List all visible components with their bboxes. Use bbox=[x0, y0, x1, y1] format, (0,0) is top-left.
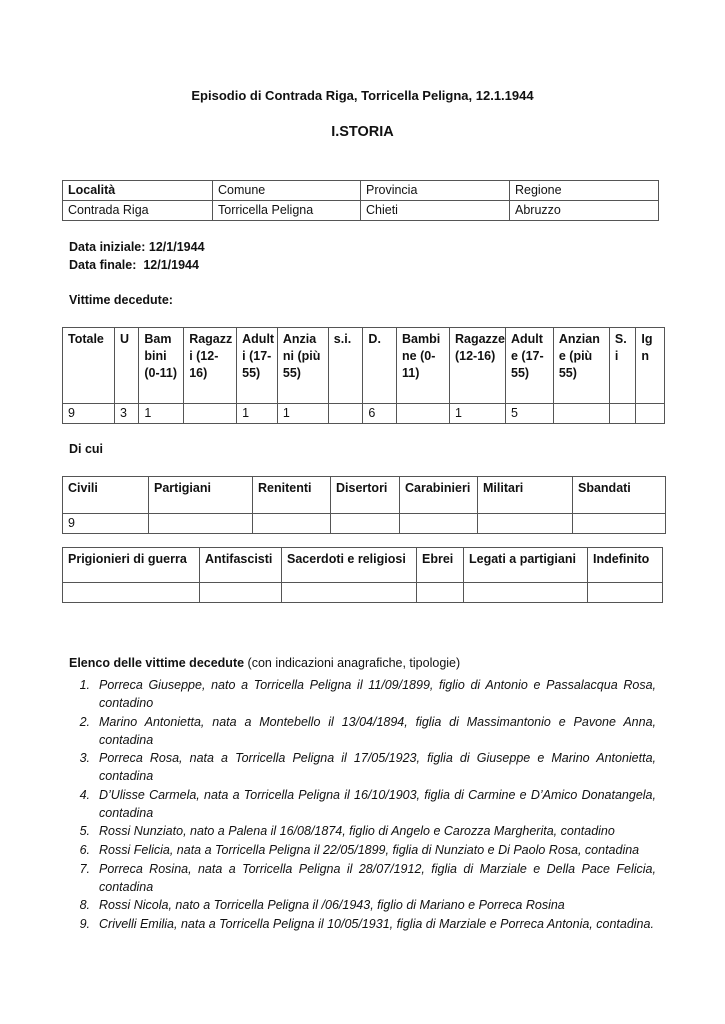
victims-value-cell bbox=[609, 404, 635, 424]
location-table bbox=[62, 180, 659, 221]
document-title: Episodio di Contrada Riga, Torricella Peligna, 12.1.1944 bbox=[191, 88, 534, 103]
list-item-text: Porreca Rosina, nata a Torricella Peligna il 28/07/1912, figlia di Marziale e Della Pace Felicia, contadina bbox=[99, 861, 656, 894]
category-header-row bbox=[63, 548, 663, 583]
category-header-cell: Militari bbox=[478, 477, 573, 514]
list-item bbox=[64, 860, 656, 896]
location-value-cell: Contrada Riga bbox=[63, 201, 213, 221]
location-value-cell: Abruzzo bbox=[510, 201, 659, 221]
list-item-text: Crivelli Emilia, nata a Torricella Peligna il 10/05/1931, figlia di Marziale e Porreca Antonia, contadina. bbox=[99, 916, 654, 931]
victims-value-cell bbox=[553, 404, 609, 424]
list-item-text: Porreca Giuseppe, nato a Torricella Peligna il 11/09/1899, figlio di Antonio e Passalacqua Rosa, contadino bbox=[99, 678, 656, 710]
start-date bbox=[69, 238, 205, 256]
list-item-number: 2. bbox=[79, 714, 90, 729]
victims-value-cell bbox=[184, 404, 237, 424]
victims-value-cell bbox=[636, 404, 665, 424]
list-item bbox=[64, 676, 656, 712]
victims-list bbox=[64, 676, 656, 933]
category-value-cell: 9 bbox=[63, 514, 149, 534]
list-item bbox=[64, 896, 656, 914]
end-date-label: Data finale: bbox=[69, 258, 137, 272]
category-header-cell: Renitenti bbox=[253, 477, 331, 514]
victims-value-cell: 3 bbox=[114, 404, 138, 424]
category-header-cell: Civili bbox=[63, 477, 149, 514]
list-item-number: 9. bbox=[79, 916, 90, 931]
victims-list-heading bbox=[69, 656, 460, 670]
location-value-cell: Chieti bbox=[361, 201, 510, 221]
category-header-cell: Partigiani bbox=[149, 477, 253, 514]
location-header-cell: Comune bbox=[213, 181, 361, 201]
end-date bbox=[69, 256, 205, 274]
victims-header-cell: Anzia ni (più 55) bbox=[277, 328, 328, 404]
end-date-value: 12/1/1944 bbox=[143, 258, 199, 272]
victims-header-cell: Bambi ne (0-11) bbox=[397, 328, 450, 404]
victims-list-heading-rest: (con indicazioni anagrafiche, tipologie) bbox=[244, 656, 461, 670]
victims-header-cell: Ig n bbox=[636, 328, 665, 404]
victims-value-cell bbox=[328, 404, 363, 424]
category-value-cell bbox=[417, 583, 464, 603]
victims-value-cell: 5 bbox=[506, 404, 554, 424]
victims-header-cell: Ragazz i (12-16) bbox=[184, 328, 237, 404]
victims-value-row bbox=[63, 404, 665, 424]
location-header-row bbox=[63, 181, 659, 201]
category-header-cell: Sacerdoti e religiosi bbox=[282, 548, 417, 583]
victims-header-cell: Totale bbox=[63, 328, 115, 404]
location-header-cell: Località bbox=[63, 181, 213, 201]
list-item bbox=[64, 915, 656, 933]
victims-header-row bbox=[63, 328, 665, 404]
list-item-number: 5. bbox=[79, 824, 90, 839]
victims-value-cell: 1 bbox=[237, 404, 278, 424]
location-header-cell: Regione bbox=[510, 181, 659, 201]
category-value-cell bbox=[588, 583, 663, 603]
category-value-cell bbox=[400, 514, 478, 534]
section-title: I.STORIA bbox=[331, 124, 394, 140]
category-value-cell bbox=[464, 583, 588, 603]
category-header-cell: Ebrei bbox=[417, 548, 464, 583]
category-value-cell bbox=[253, 514, 331, 534]
location-value-row bbox=[63, 201, 659, 221]
list-item-number: 4. bbox=[79, 787, 90, 802]
list-item bbox=[64, 841, 656, 859]
category-table-1 bbox=[62, 476, 666, 534]
start-date-value: 12/1/1944 bbox=[148, 240, 205, 254]
list-item-text: Rossi Felicia, nata a Torricella Peligna il 22/05/1899, figlia di Nunziato e Di Paolo Rosa, contadina bbox=[99, 842, 640, 857]
victims-header-cell: D. bbox=[363, 328, 397, 404]
victims-header-cell: U bbox=[114, 328, 138, 404]
category-value-row bbox=[63, 514, 666, 534]
category-header-cell: Indefinito bbox=[588, 548, 663, 583]
category-value-cell bbox=[200, 583, 282, 603]
list-item-number: 7. bbox=[79, 861, 90, 876]
victims-header-cell: S. i bbox=[609, 328, 635, 404]
victims-value-cell: 6 bbox=[363, 404, 397, 424]
victims-value-cell: 1 bbox=[277, 404, 328, 424]
di-cui-label: Di cui bbox=[69, 442, 104, 456]
victims-header-cell: s.i. bbox=[328, 328, 363, 404]
list-item-text: Marino Antonietta, nata a Montebello il 13/04/1894, figlia di Massimantonio e Pavone Anna, contadina bbox=[99, 714, 656, 747]
victims-label: Vittime decedute: bbox=[69, 293, 173, 307]
category-value-cell bbox=[282, 583, 417, 603]
category-header-row bbox=[63, 477, 666, 514]
victims-table bbox=[62, 327, 665, 424]
list-item bbox=[64, 822, 656, 840]
victims-header-cell: Adult i (17-55) bbox=[237, 328, 278, 404]
list-item-text: D’Ulisse Carmela, nata a Torricella Peligna il 16/10/1903, figlia di Carmine e D’Amico Donatangela, contadina bbox=[99, 787, 656, 820]
victims-list-heading-bold: Elenco delle vittime decedute bbox=[69, 656, 245, 670]
list-item bbox=[64, 786, 656, 822]
category-header-cell: Legati a partigiani bbox=[464, 548, 588, 583]
category-header-cell: Antifascisti bbox=[200, 548, 282, 583]
list-item-number: 3. bbox=[79, 751, 90, 766]
category-value-cell bbox=[573, 514, 666, 534]
category-header-cell: Carabinieri bbox=[400, 477, 478, 514]
location-header-cell: Provincia bbox=[361, 181, 510, 201]
list-item-number: 6. bbox=[79, 842, 90, 857]
location-value-cell: Torricella Peligna bbox=[213, 201, 361, 221]
victims-header-cell: Bam bini (0-11) bbox=[139, 328, 184, 404]
category-value-row bbox=[63, 583, 663, 603]
category-value-cell bbox=[478, 514, 573, 534]
list-item bbox=[64, 749, 656, 785]
victims-header-cell: Ragazze (12-16) bbox=[449, 328, 505, 404]
victims-value-cell: 1 bbox=[139, 404, 184, 424]
dates-block bbox=[69, 238, 205, 274]
victims-header-cell: Anzian e (più 55) bbox=[553, 328, 609, 404]
list-item-text: Rossi Nunziato, nato a Palena il 16/08/1874, figlio di Angelo e Carozza Margherita, contadino bbox=[99, 824, 615, 839]
category-header-cell: Prigionieri di guerra bbox=[63, 548, 200, 583]
category-value-cell bbox=[63, 583, 200, 603]
victims-header-cell: Adult e (17-55) bbox=[506, 328, 554, 404]
category-header-cell: Sbandati bbox=[573, 477, 666, 514]
victims-value-cell: 1 bbox=[449, 404, 505, 424]
category-header-cell: Disertori bbox=[331, 477, 400, 514]
category-table-2 bbox=[62, 547, 663, 603]
list-item-text: Rossi Nicola, nato a Torricella Peligna il /06/1943, figlio di Mariano e Porreca Rosina bbox=[99, 898, 565, 913]
category-value-cell bbox=[149, 514, 253, 534]
victims-value-cell bbox=[397, 404, 450, 424]
category-value-cell bbox=[331, 514, 400, 534]
victims-value-cell: 9 bbox=[63, 404, 115, 424]
list-item-number: 8. bbox=[79, 898, 90, 913]
start-date-label: Data iniziale: bbox=[69, 240, 146, 254]
list-item-text: Porreca Rosa, nata a Torricella Peligna il 17/05/1923, figlia di Giuseppe e Marino Antonietta, contadina bbox=[99, 751, 656, 784]
list-item bbox=[64, 713, 656, 749]
list-item-number: 1. bbox=[79, 678, 90, 692]
